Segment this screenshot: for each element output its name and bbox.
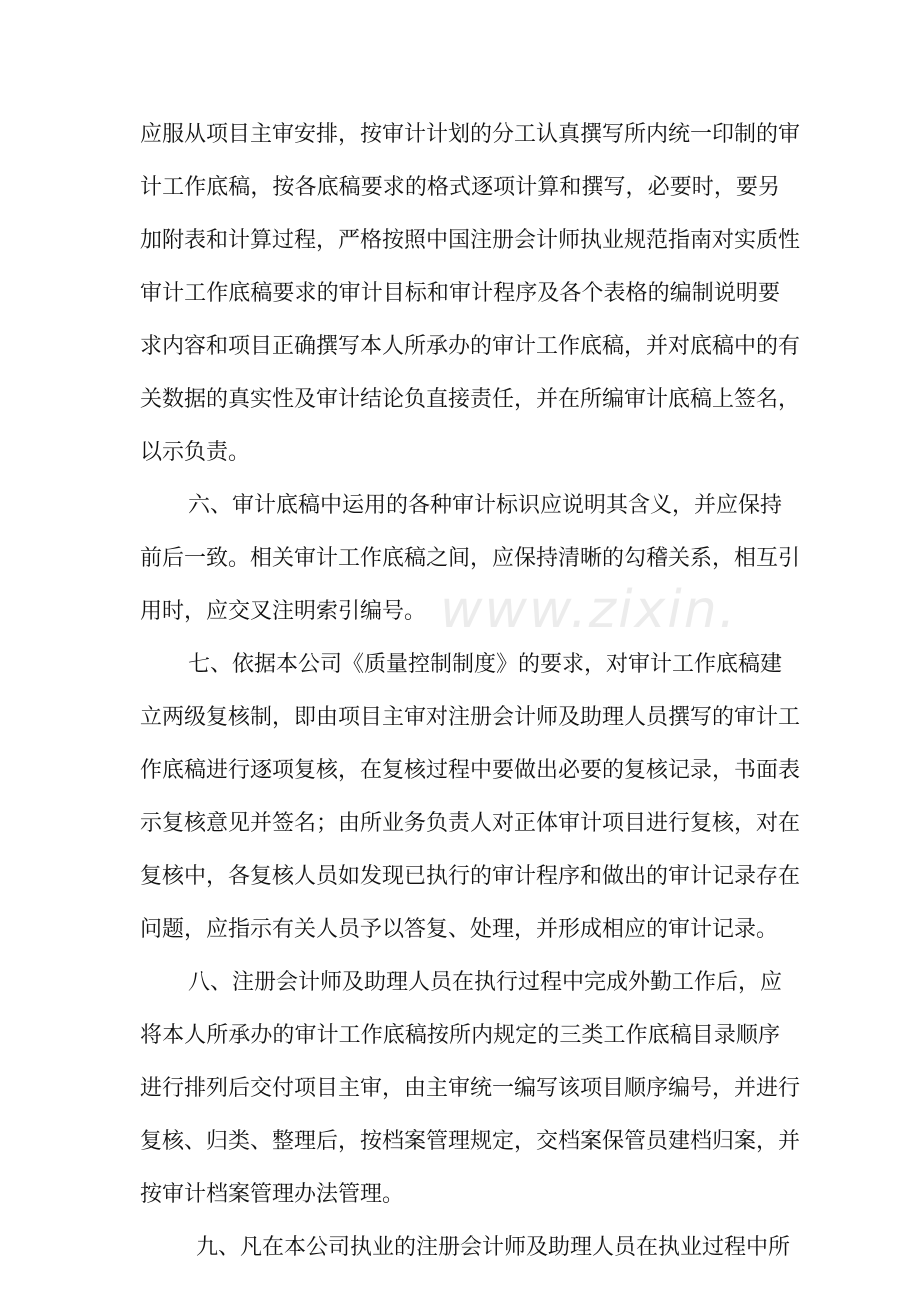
paragraph-7-line-5: 复核中，各复核人员如发现已执行的审计程序和做出的审计记录存在 — [140, 864, 801, 889]
paragraph-9-line-1: 九、凡在本公司执业的注册会计师及助理人员在执业过程中所 — [196, 1235, 791, 1260]
paragraph-1-line-1: 应服从项目主审安排，按审计计划的分工认真撰写所内统一印制的审 — [140, 122, 801, 147]
paragraph-7-line-6: 问题，应指示有关人员予以答复、处理，并形成相应的审计记录。 — [140, 917, 779, 942]
paragraph-8-line-2: 将本人所承办的审计工作底稿按所内规定的三类工作底稿目录顺序 — [140, 1023, 780, 1048]
paragraph-1-line-2: 计工作底稿，按各底稿要求的格式逐项计算和撰写，必要时，要另 — [140, 175, 780, 200]
watermark: www.zixin. — [440, 580, 738, 640]
paragraph-6-line-1: 六、审计底稿中运用的各种审计标识应说明其含义，并应保持 — [188, 493, 783, 518]
paragraph-1-line-3: 加附表和计算过程，严格按照中国注册会计师执业规范指南对实质性 — [140, 228, 801, 253]
paragraph-1-line-7: 以示负责。 — [140, 440, 251, 465]
paragraph-7-line-2: 立两级复核制，即由项目主审对注册会计师及助理人员撰写的审计工 — [140, 705, 801, 730]
paragraph-6-line-2: 前后一致。相关审计工作底稿之间，应保持清晰的勾稽关系，相互引 — [140, 546, 801, 571]
paragraph-7-line-4: 示复核意见并签名；由所业务负责人对正体审计项目进行复核，对在 — [140, 811, 801, 836]
paragraph-7-line-1: 七、依据本公司《质量控制制度》的要求，对审计工作底稿建 — [188, 652, 783, 677]
paragraph-1-line-4: 审计工作底稿要求的审计目标和审计程序及各个表格的编制说明要 — [140, 281, 780, 306]
paragraph-8-line-5: 按审计档案管理办法管理。 — [140, 1182, 405, 1207]
paragraph-8-line-4: 复核、归类、整理后，按档案管理规定，交档案保管员建档归案，并 — [140, 1129, 801, 1154]
paragraph-7-line-3: 作底稿进行逐项复核，在复核过程中要做出必要的复核记录，书面表 — [140, 758, 801, 783]
paragraph-8-line-1: 八、注册会计师及助理人员在执行过程中完成外勤工作后，应 — [188, 970, 783, 995]
paragraph-1-line-6: 关数据的真实性及审计结论负直接责任，并在所编审计底稿上签名， — [140, 387, 801, 412]
paragraph-8-line-3: 进行排列后交付项目主审，由主审统一编写该项目顺序编号，并进行 — [140, 1076, 801, 1101]
paragraph-6-line-3: 用时，应交叉注明索引编号。 — [140, 599, 427, 624]
paragraph-1-line-5: 求内容和项目正确撰写本人所承办的审计工作底稿，并对底稿中的有 — [140, 334, 801, 359]
